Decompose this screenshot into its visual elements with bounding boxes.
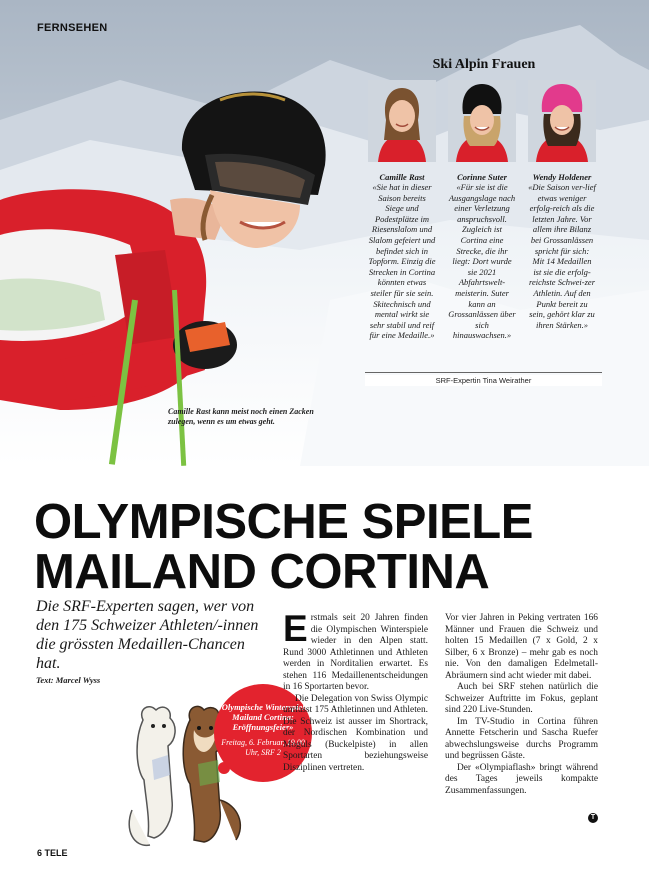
article-paragraph: Im TV-Studio in Cortina führen Annette Fetscherin und Sascha Ruefer abwechslungsweise durchs Programm und begrüssen Gäste. xyxy=(445,716,598,761)
athlete-card-holdener xyxy=(528,80,596,330)
byline: Text: Marcel Wyss xyxy=(36,675,101,685)
expert-credit: SRF-Expertin Tina Weirather xyxy=(365,375,602,386)
article-paragraph: Vor vier Jahren in Peking vertraten 166 Männer und Frauen die Schweiz und holten 15 Medaillen (7 x Gold, 2 x Silber, 6 x Bronze) – mehr gab es noch nie. Von den damaligen Edelmetall-Abräumern sind acht wieder mit dabei. xyxy=(445,613,598,681)
lead-text: Die SRF-Experten sagen, wer von den 175 Schweizer Athleten/-innen die grössten Medaillen-Chancen hat. xyxy=(36,598,259,672)
athlete-quote: «Die Saison ver-lief etwas weniger erfolg-reich als die letzten Jahre. Vor allem ihre Bilanz bei Grossanlässen spricht für sich: Mit 14 Medaillen ist sie die erfolg-reichste Schwei-zer Athletin. Auf den Punkt bereit zu sein, gehört klar zu ihren Stärken.» xyxy=(528,182,596,330)
expert-divider xyxy=(365,372,602,373)
athlete-quote: «Für sie ist die Ausgangslage nach einer Verletzung anspruchsvoll. Zugleich ist Cortina eine Strecke, die ihr liegt: Dort wurde sie 2021 Abfahrtswelt-meisterin. Suter kann an Grossanlässen über sich hinauswachsen.» xyxy=(448,182,516,341)
page-footer: 6 TELE xyxy=(37,848,68,858)
article-column-1 xyxy=(283,608,428,774)
athlete-name: Camille Rast xyxy=(379,172,425,182)
section-label: FERNSEHEN xyxy=(37,22,108,34)
article-paragraph: rstmals seit 20 Jahren finden die Olympischen Winterspiele wieder in den Alpen statt. Rund 3000 Athletinnen und Athleten werden in Norditalien erwartet. Es stehen 116 Medaillenentscheidungen in 16 Sportarten bevor. xyxy=(283,613,428,692)
promo-date: Freitag, 6. Februar, 19.00 Uhr, SRF 2 xyxy=(221,738,305,757)
article-paragraph: Der «Olympiaflash» bringt während des Tages jeweils kompakte Zusammenfassungen. xyxy=(445,762,598,796)
article-paragraph: Auch bei SRF stehen natürlich die Schweizer Auftritte im Fokus, geplant sind 220 Live-Stunden. xyxy=(445,682,598,715)
headline-line-1: OLYMPISCHE SPIELE xyxy=(34,495,533,549)
athlete-photo xyxy=(528,80,596,162)
article-column-2 xyxy=(445,613,598,797)
sidebar-title: Ski Alpin Frauen xyxy=(432,57,536,72)
athlete-card-rast xyxy=(368,80,436,341)
article-paragraph: Die Delegation von Swiss Olympic umfasst 175 Athletinnen und Athleten. Die Schweiz ist ausser im Shortrack, der Nordischen Kombination und Moguls (Buckelpiste) in allen Sportarten beziehungsweise Disziplinen vertreten. xyxy=(283,693,428,773)
headline xyxy=(34,497,634,597)
athlete-name: Corinne Suter xyxy=(457,172,507,182)
photo-caption: Camille Rast kann meist noch einen Zacken zulegen, wenn es um etwas geht. xyxy=(168,407,314,426)
athlete-quote: «Sie hat in dieser Saison bereits Siege und Podestplätze im Riesenslalom und Slalom gefeiert und befindet sich in Topform. Einzig die Strecken in Cortina könnten etwas steiler für sie sein. Skitechnisch und mental wirkt sie sehr stabil und reif für eine Medaille.» xyxy=(368,182,436,341)
headline-line-2: MAILAND CORTINA xyxy=(34,545,490,599)
athlete-card-suter xyxy=(448,80,516,341)
athlete-photo xyxy=(368,80,436,162)
athlete-photo xyxy=(448,80,516,162)
promo-title: «Olympische Winterspiele Mailand Cortina: Eröffnungsfeier» xyxy=(217,702,309,732)
drop-cap: E xyxy=(283,608,308,649)
end-of-article-icon: T xyxy=(588,813,598,823)
athlete-name: Wendy Holdener xyxy=(532,172,592,182)
